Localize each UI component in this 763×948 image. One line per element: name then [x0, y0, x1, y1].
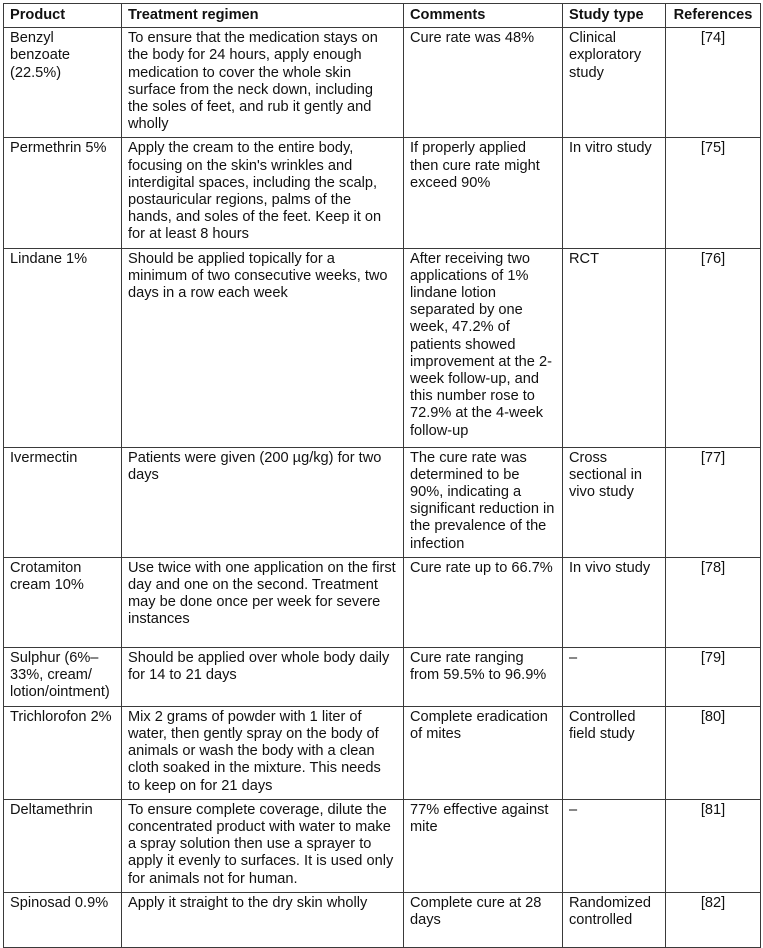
treatment-table — [3, 3, 761, 948]
table-row — [4, 647, 761, 706]
table-row — [4, 28, 761, 138]
cell-study-type: Randomized controlled — [563, 892, 666, 947]
cell-product: Sulphur (6%–33%, cream/ lotion/ointment) — [4, 647, 122, 706]
table-row — [4, 799, 761, 892]
header-treatment: Treatment regimen — [122, 4, 404, 28]
cell-product: Ivermectin — [4, 447, 122, 557]
cell-comments: The cure rate was determined to be 90%, indicating a significant reduction in the prevalence of the infection — [404, 447, 563, 557]
cell-comments: If properly applied then cure rate might exceed 90% — [404, 138, 563, 248]
table-row — [4, 557, 761, 647]
cell-treatment: Patients were given (200 µg/kg) for two days — [122, 447, 404, 557]
cell-product: Deltamethrin — [4, 799, 122, 892]
cell-product: Benzyl benzoate (22.5%) — [4, 28, 122, 138]
table-row — [4, 447, 761, 557]
cell-study-type: – — [563, 799, 666, 892]
cell-reference: [74] — [666, 28, 761, 138]
cell-treatment: Should be applied topically for a minimum of two consecutive weeks, two days in a row each week — [122, 248, 404, 447]
cell-reference: [77] — [666, 447, 761, 557]
cell-study-type: Cross sectional in vivo study — [563, 447, 666, 557]
header-product: Product — [4, 4, 122, 28]
cell-product: Crotamiton cream 10% — [4, 557, 122, 647]
table-row — [4, 138, 761, 248]
table-row — [4, 706, 761, 799]
cell-study-type: Controlled field study — [563, 706, 666, 799]
cell-study-type: Clinical exploratory study — [563, 28, 666, 138]
cell-product: Trichlorofon 2% — [4, 706, 122, 799]
table-row — [4, 892, 761, 947]
cell-study-type: In vitro study — [563, 138, 666, 248]
cell-reference: [76] — [666, 248, 761, 447]
cell-comments: Complete eradication of mites — [404, 706, 563, 799]
cell-treatment: Apply it straight to the dry skin wholly — [122, 892, 404, 947]
cell-reference: [78] — [666, 557, 761, 647]
cell-treatment: Use twice with one application on the first day and one on the second. Treatment may be done once per week for severe instances — [122, 557, 404, 647]
cell-reference: [82] — [666, 892, 761, 947]
cell-treatment: To ensure that the medication stays on the body for 24 hours, apply enough medication to cover the whole skin surface from the neck down, including the soles of feet, and rub it gently and wholly — [122, 28, 404, 138]
header-row — [4, 4, 761, 28]
header-study-type: Study type — [563, 4, 666, 28]
cell-comments: Cure rate was 48% — [404, 28, 563, 138]
cell-treatment: Apply the cream to the entire body, focusing on the skin's wrinkles and interdigital spaces, including the scalp, postauricular regions, palms of the hands, and soles of the feet. Keep it on for at least 8 hours — [122, 138, 404, 248]
cell-treatment: Mix 2 grams of powder with 1 liter of water, then gently spray on the body of animals or wash the body with a clean cloth soaked in the mixture. This needs to keep on for 21 days — [122, 706, 404, 799]
cell-reference: [81] — [666, 799, 761, 892]
table-row — [4, 248, 761, 447]
header-comments: Comments — [404, 4, 563, 28]
cell-comments: After receiving two applications of 1% lindane lotion separated by one week, 47.2% of patients showed improvement at the 2-week follow-up, and this number rose to 72.9% at the 4-week follow-up — [404, 248, 563, 447]
cell-comments: 77% effective against mite — [404, 799, 563, 892]
cell-comments: Cure rate ranging from 59.5% to 96.9% — [404, 647, 563, 706]
cell-product: Lindane 1% — [4, 248, 122, 447]
cell-study-type: In vivo study — [563, 557, 666, 647]
cell-reference: [80] — [666, 706, 761, 799]
cell-reference: [75] — [666, 138, 761, 248]
cell-reference: [79] — [666, 647, 761, 706]
cell-product: Permethrin 5% — [4, 138, 122, 248]
cell-comments: Complete cure at 28 days — [404, 892, 563, 947]
cell-treatment: To ensure complete coverage, dilute the concentrated product with water to make a spray solution then use a sprayer to apply it evenly to surfaces. It is used only for animals not for human. — [122, 799, 404, 892]
cell-treatment: Should be applied over whole body daily for 14 to 21 days — [122, 647, 404, 706]
header-references: References — [666, 4, 761, 28]
cell-comments: Cure rate up to 66.7% — [404, 557, 563, 647]
cell-study-type: – — [563, 647, 666, 706]
cell-product: Spinosad 0.9% — [4, 892, 122, 947]
cell-study-type: RCT — [563, 248, 666, 447]
